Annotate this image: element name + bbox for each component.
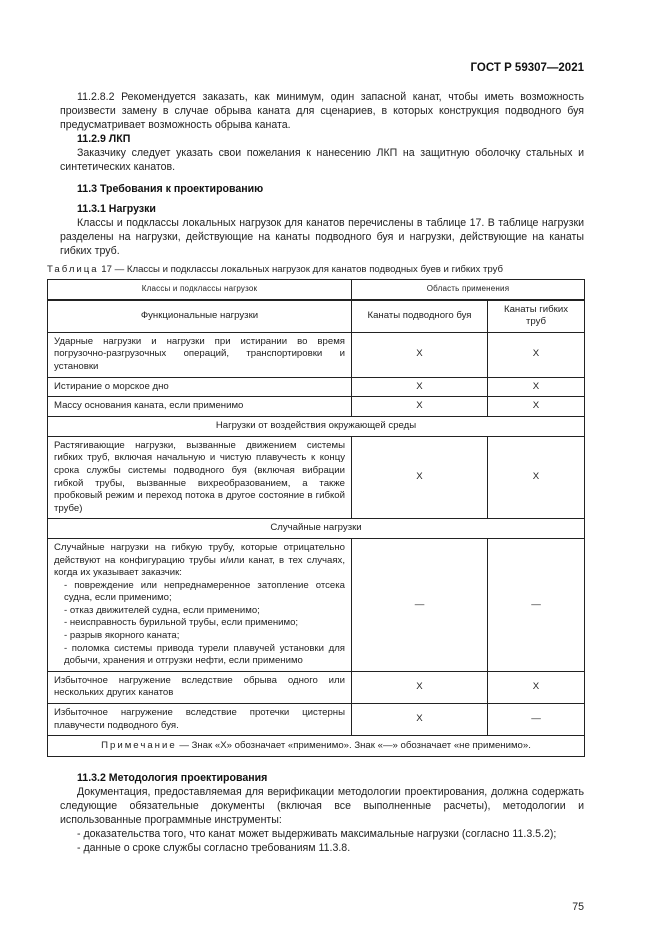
table-row [48, 436, 585, 519]
table-note [48, 736, 585, 757]
heading-11-3-2: 11.3.2 Методология проектирования [77, 772, 268, 785]
section-11-2 [47, 90, 584, 258]
row-pipe: — [488, 538, 585, 671]
row-desc: Истирание о морское дно [48, 377, 352, 397]
subheader-pipe: Канаты гибких труб [488, 300, 585, 333]
table-note-row [48, 736, 585, 757]
table-subheader-row [48, 300, 585, 333]
header-classes: Классы и подклассы нагрузок [48, 280, 352, 300]
row-buoy: — [352, 538, 488, 671]
heading-11-3: 11.3 Требования к проектированию [77, 183, 264, 195]
paragraph-11-2-9: Заказчику следует указать свои пожелания к нанесению ЛКП на защитную оболочку стальных и синтетических канатов. [60, 147, 584, 173]
row-pipe: X [488, 397, 585, 417]
table-row [48, 538, 585, 671]
table-row [48, 377, 585, 397]
row-desc-item: - повреждение или непреднамеренное затопление отсека судна, если применимо; [64, 579, 345, 604]
row-desc-item: - отказ движителей судна, если применимо; [64, 604, 260, 616]
paragraph-11-3-2: Документация, предоставляемая для верификации методологии проектирования, должна содержать следующие обязательные документы (включая все выполненные расчеты), методологии и использованные программные инструменты: [60, 786, 584, 827]
table-row [48, 671, 585, 703]
heading-11-2-9: 11.2.9 ЛКП [77, 133, 131, 145]
document-page [47, 0, 584, 934]
row-desc: Избыточное нагружение вследствие обрыва одного или нескольких других канатов [48, 671, 352, 703]
row-desc-intro: Случайные нагрузки на гибкую трубу, которые отрицательно действуют на конфигурацию трубы и/или канат, в тех случаях, когда их указывает заказчик: [54, 541, 345, 579]
table-header-row [48, 280, 585, 300]
row-desc-item: - разрыв якорного каната; [64, 630, 180, 642]
row-desc: Избыточное нагружение вследствие протечки цистерны плавучести подводного буя. [48, 704, 352, 736]
table-row [48, 332, 585, 377]
row-pipe: X [488, 377, 585, 397]
row-buoy: X [352, 377, 488, 397]
paragraph-11-2-8-2: 11.2.8.2 Рекомендуется заказать, как минимум, один запасной канат, чтобы иметь возможность произвести замену в случае обрыва каната для сценариев, в которых конструкция подводного буя предусматривает возможность обрыва каната. [60, 91, 584, 131]
bullet-item: - данные о сроке службы согласно требованиям 11.3.8. [77, 842, 351, 855]
note-text: — Знак «X» обозначает «применимо». Знак «—» обозначает «не применимо». [179, 739, 531, 751]
header-application: Область применения [352, 280, 585, 300]
subheader-functional: Функциональные нагрузки [48, 300, 352, 333]
row-pipe: X [488, 671, 585, 703]
row-desc-item: - неисправность бурильной трубы, если применимо; [64, 617, 299, 629]
table-caption [47, 264, 584, 276]
row-desc: Массу основания каната, если применимо [48, 397, 352, 417]
subheader-buoy: Канаты подводного буя [352, 300, 488, 333]
table-caption-label: Таблица [47, 264, 99, 275]
heading-11-3-1: 11.3.1 Нагрузки [77, 203, 156, 215]
row-buoy: X [352, 704, 488, 736]
loads-table [47, 279, 585, 757]
page-number: 75 [572, 901, 584, 914]
row-pipe: — [488, 704, 585, 736]
table-row [48, 704, 585, 736]
row-desc: Растягивающие нагрузки, вызванные движением системы гибких труб, включая начальную и чистую плавучесть к концу срока службы системы подводного буя (включая вибрации гибкой трубы, вызванные вихреобразованием, а также пробковый режим и переход потока в другое состояние в гибкой трубе) [48, 436, 352, 519]
row-desc: Ударные нагрузки и нагрузки при истирании во время погрузочно-разгрузочных операций, транспортировки и установки [48, 332, 352, 377]
group-title-accidental: Случайные нагрузки [48, 519, 585, 539]
row-desc-item: - поломка системы привода турели плавучей установки для добычи, хранения и отгрузки нефти, если применимо [64, 642, 345, 667]
row-desc [48, 538, 352, 671]
row-buoy: X [352, 397, 488, 417]
row-pipe: X [488, 436, 585, 519]
row-buoy: X [352, 436, 488, 519]
bullet-item: - доказательства того, что канат может выдерживать максимальные нагрузки (согласно 11.3.5.2); [77, 828, 557, 841]
paragraph-11-3-1: Классы и подклассы локальных нагрузок для канатов перечислены в таблице 17. В таблице нагрузки разделены на нагрузки, действующие на канаты подводного буя и нагрузки, действующие на канаты гибких труб. [60, 217, 584, 257]
row-buoy: X [352, 671, 488, 703]
group-row [48, 519, 585, 539]
row-buoy: X [352, 332, 488, 377]
note-label: Примечание [101, 739, 177, 751]
group-title-environment: Нагрузки от воздействия окружающей среды [48, 416, 585, 436]
section-11-3-2 [47, 771, 584, 855]
group-row [48, 416, 585, 436]
row-pipe: X [488, 332, 585, 377]
document-header: ГОСТ Р 59307—2021 [470, 62, 584, 74]
table-row [48, 397, 585, 417]
table-caption-text: 17 — Классы и подклассы локальных нагрузок для канатов подводных буев и гибких труб [101, 264, 503, 275]
